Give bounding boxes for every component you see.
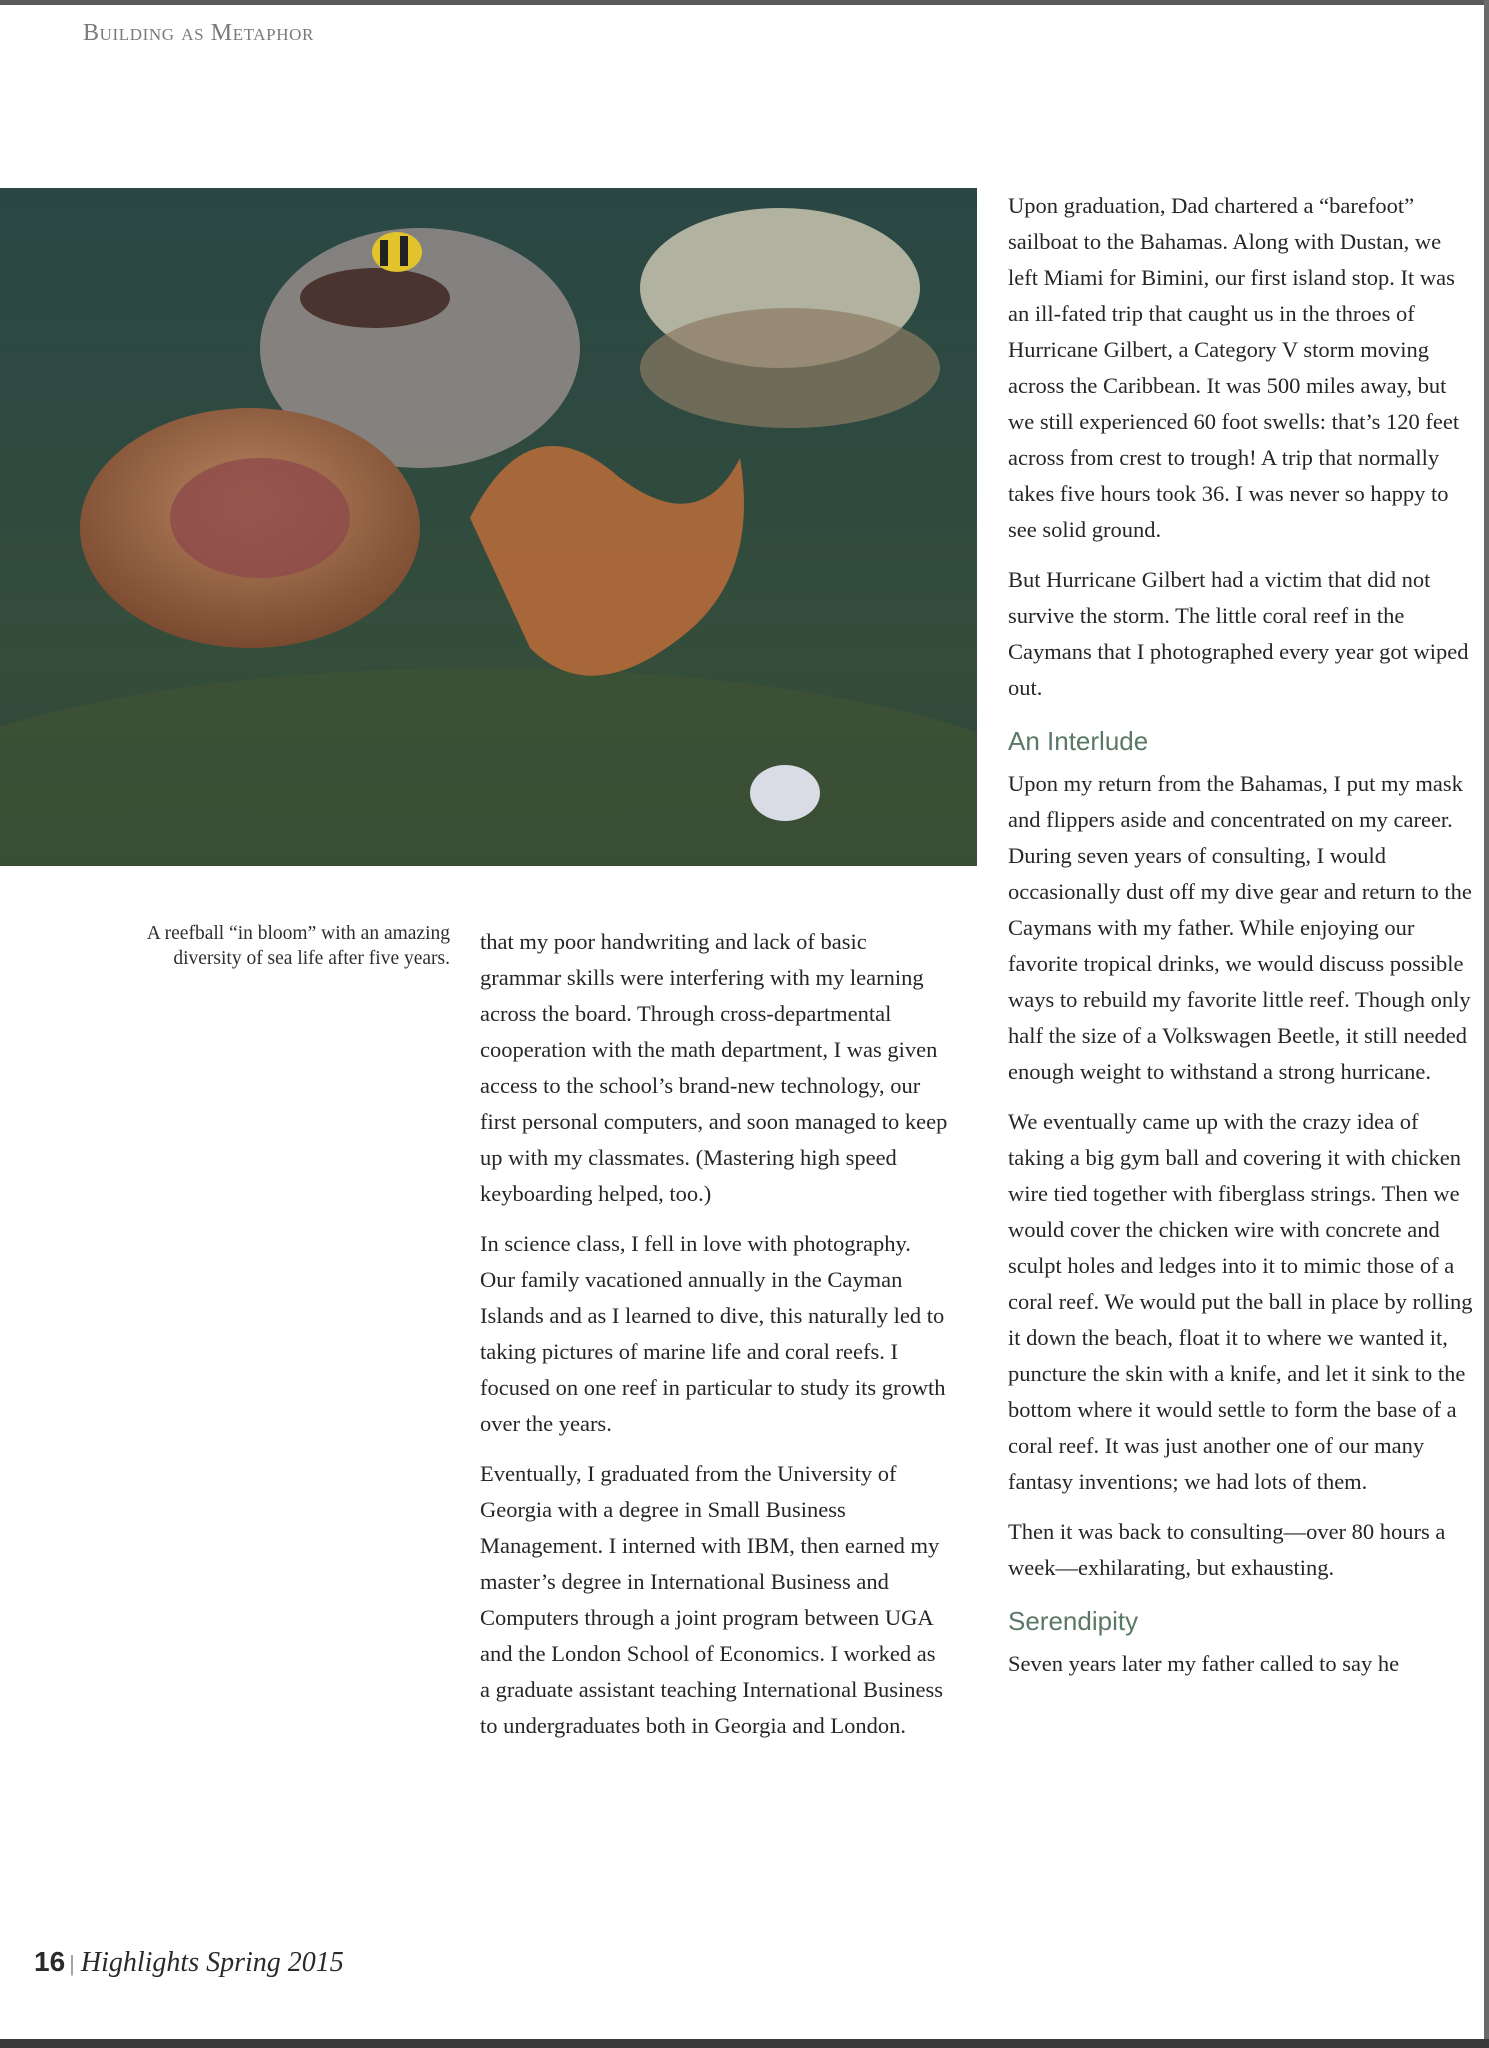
- paragraph: that my poor handwriting and lack of basic grammar skills were interfering with my learning across the board. Through cross-departmental cooperation with the math department, I was given access to the school’s brand-new technology, our first personal computers, and soon managed to keep up with my classmates. (Mastering high speed keyboarding helped, too.): [480, 929, 948, 1206]
- photo-caption: A reefball “in bloom” with an amazing diversity of sea life after five years.: [146, 923, 450, 969]
- section-heading-serendipity: Serendipity: [1008, 1606, 1139, 1636]
- article-column-middle: [480, 924, 950, 1758]
- right-edge-shadow: [1484, 0, 1489, 2048]
- paragraph: But Hurricane Gilbert had a victim that did not survive the storm. The little coral reef in the Caymans that I photographed every year got wiped out.: [1008, 567, 1469, 700]
- footer-divider: |: [69, 1951, 75, 1976]
- reefball-illustration: [0, 188, 977, 866]
- publication-name: Highlights Spring 2015: [80, 1947, 344, 1978]
- article-column-right: [1008, 188, 1473, 1696]
- page-number: 16: [34, 1946, 66, 1977]
- bottom-edge-shadow: [0, 2039, 1489, 2048]
- paragraph: Then it was back to consulting—over 80 hours a week—exhilarating, but exhausting.: [1008, 1519, 1446, 1580]
- running-head: Building as Metaphor: [83, 20, 314, 46]
- paragraph: We eventually came up with the crazy idea of taking a big gym ball and covering it with chicken wire tied together with fiberglass strings. Then we would cover the chicken wire with concrete and sculpt holes and ledges into it to mimic those of a coral reef. We would put the ball in place by rolling it down the beach, float it to where we wanted it, puncture the skin with a knife, and let it sink to the bottom where it would settle to form the base of a coral reef. It was just another one of our many fantasy inventions; we had lots of them.: [1008, 1109, 1473, 1494]
- top-edge-line: [0, 0, 1489, 5]
- paragraph: Upon graduation, Dad chartered a “barefoot” sailboat to the Bahamas. Along with Dustan, we left Miami for Bimini, our first island stop. It was an ill-fated trip that caught us in the throes of Hurricane Gilbert, a Category V storm moving across the Caribbean. It was 500 miles away, but we still experienced 60 foot swells: that’s 120 feet across from crest to trough! A trip that normally takes five hours took 36. I was never so happy to see solid ground.: [1008, 193, 1460, 542]
- page-footer: [34, 1946, 344, 1979]
- reefball-photo: [0, 188, 977, 866]
- paragraph: Upon my return from the Bahamas, I put my mask and flippers aside and concentrated on my career. During seven years of consulting, I would occasionally dust off my dive gear and return to the Caymans with my father. While enjoying our favorite tropical drinks, we would discuss possible ways to rebuild my favorite little reef. Though only half the size of a Volkswagen Beetle, it still needed enough weight to withstand a strong hurricane.: [1008, 771, 1472, 1084]
- paragraph: Eventually, I graduated from the University of Georgia with a degree in Small Business Management. I interned with IBM, then earned my master’s degree in International Business and Computers through a joint program between UGA and the London School of Economics. I worked as a graduate assistant teaching International Business to undergraduates both in Georgia and London.: [480, 1461, 943, 1738]
- section-heading-interlude: An Interlude: [1008, 726, 1149, 756]
- paragraph: Seven years later my father called to say he: [1008, 1651, 1400, 1676]
- paragraph: In science class, I fell in love with photography. Our family vacationed annually in the Cayman Islands and as I learned to dive, this naturally led to taking pictures of marine life and coral reefs. I focused on one reef in particular to study its growth over the years.: [480, 1231, 946, 1436]
